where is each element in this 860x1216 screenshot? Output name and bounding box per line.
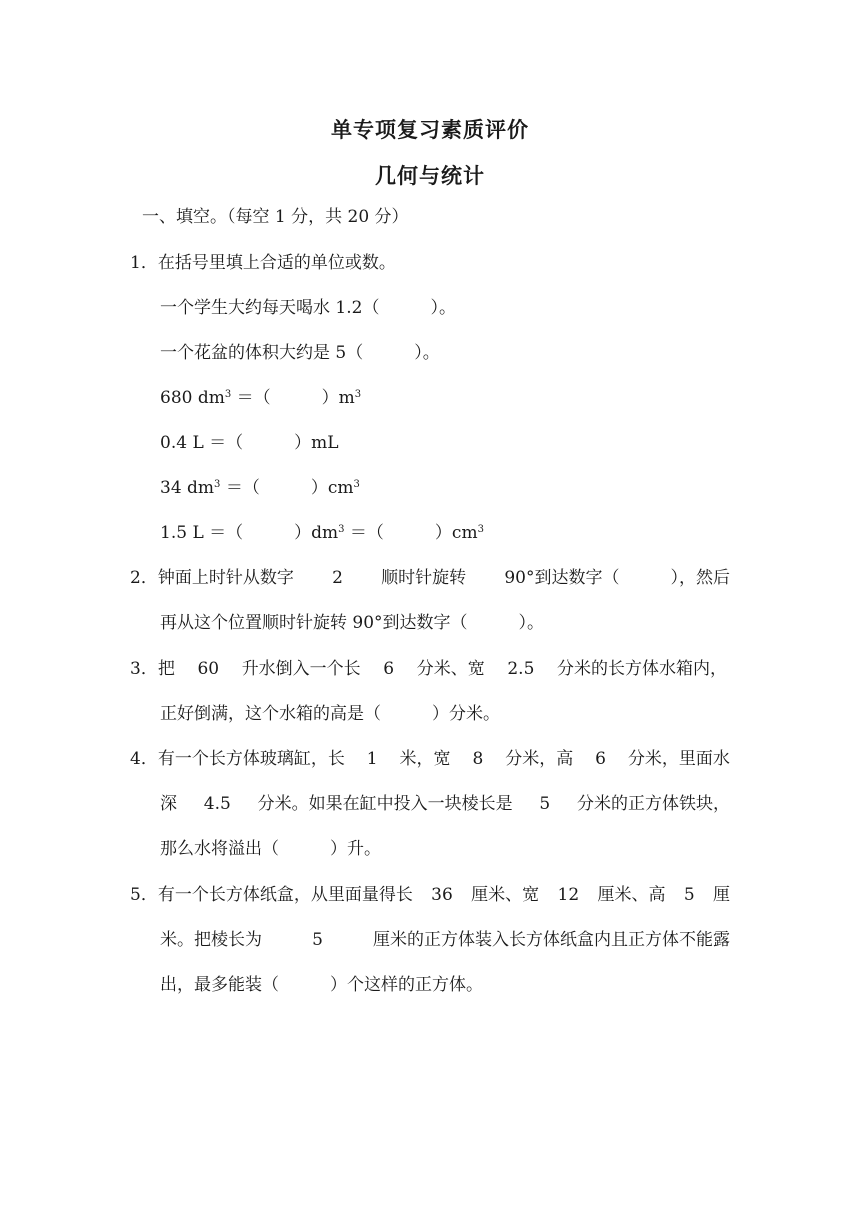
q4-line-2: 深 4.5 分米。如果在缸中投入一块棱长是 5 分米的正方体铁块， [160,794,730,814]
page-title: 单专项复习素质评价 [331,118,529,142]
page-subtitle: 几何与统计 [375,164,485,188]
q3-line-2: 正好倒满，这个水箱的高是（ ）分米。 [160,704,500,724]
q4-line-3: 那么水将溢出（ ）升。 [160,839,381,859]
q1-item-d: 0.4 L ＝（ ）mL [160,433,339,453]
q1-item-a: 一个学生大约每天喝水 1.2（ ）。 [160,298,456,318]
q5-line-2: 米。把棱长为 5 厘米的正方体装入长方体纸盒内且正方体不能露 [160,930,730,950]
q1-item-c: 680 $dm^3$ ＝（ ）$m^3$ [160,388,362,408]
q5-line-1: 5．有一个长方体纸盒，从里面量得长 36 厘米、宽 12 厘米、高 5 厘 [130,885,730,905]
q3-line-1: 3．把 60 升水倒入一个长 6 分米、宽 2.5 分米的长方体水箱内， [130,659,727,679]
q1-item-e: 34 $dm^3$ ＝（ ）$cm^3$ [160,478,360,498]
section-heading: 一、填空。（每空 1 分，共 20 分） [142,207,409,227]
q2-line-2: 再从这个位置顺时针旋转 90°到达数字（ ）。 [160,613,545,633]
q4-line-1: 4．有一个长方体玻璃缸，长 1 米，宽 8 分米，高 6 分米，里面水 [130,749,730,769]
q1-stem: 1．在括号里填上合适的单位或数。 [130,253,396,273]
q1-item-f: 1.5 L ＝（ ）$dm^3$ ＝（ ）$cm^3$ [160,523,484,543]
q1-item-b: 一个花盆的体积大约是 5（ ）。 [160,343,440,363]
q2-line-1: 2．钟面上时针从数字 2 顺时针旋转 90°到达数字（ ），然后 [130,568,730,588]
q5-line-3: 出，最多能装（ ）个这样的正方体。 [160,975,483,995]
